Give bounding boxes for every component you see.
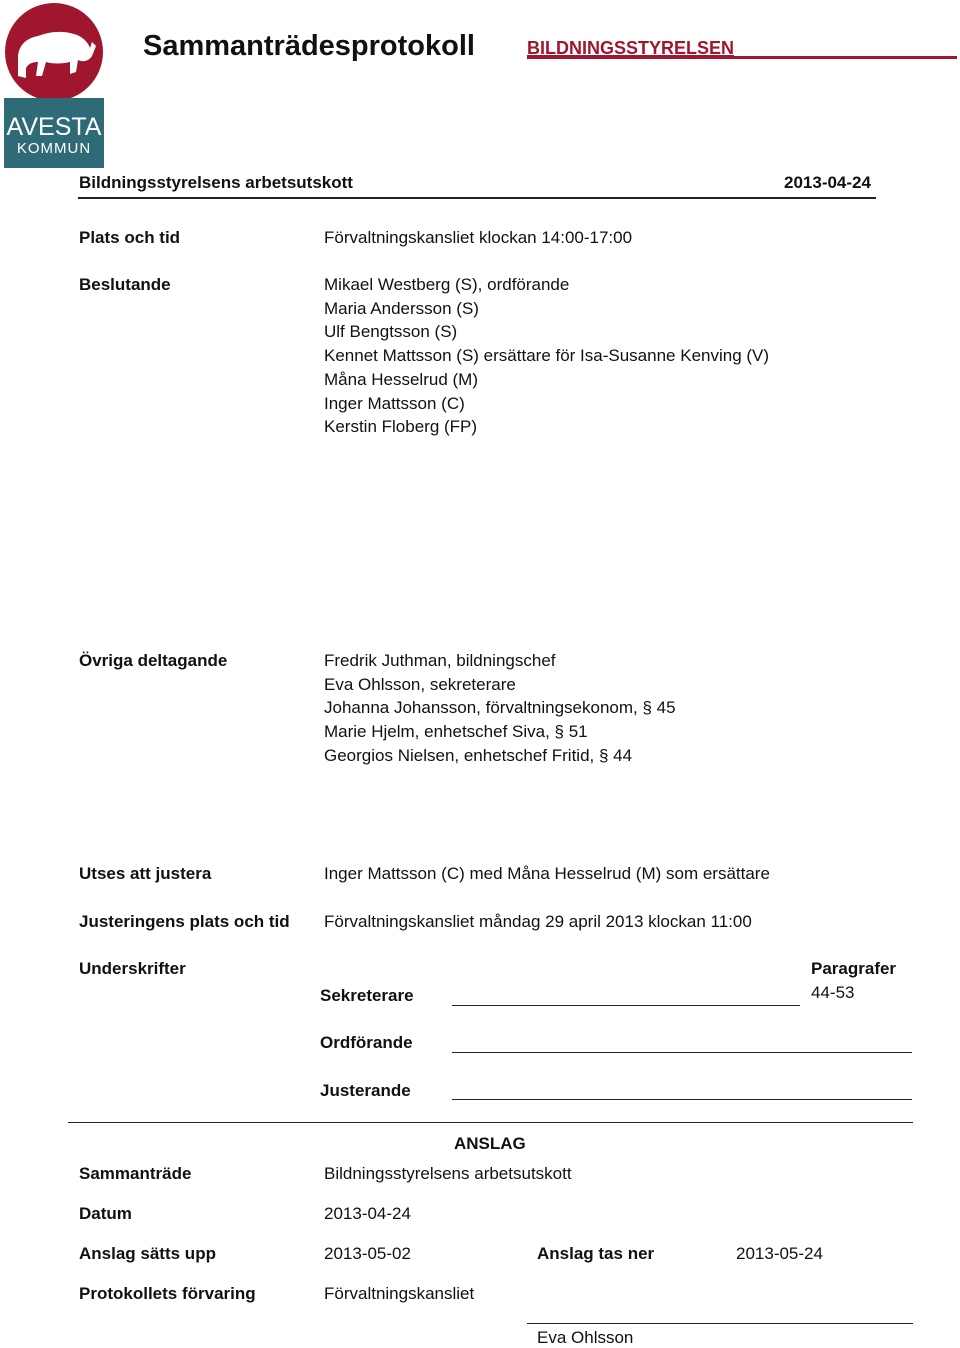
notice-meeting-label: Sammanträde (79, 1164, 192, 1183)
decision-makers-label: Beslutande (79, 275, 171, 294)
others-list (324, 649, 676, 768)
list-item: Fredrik Juthman, bildningschef (324, 651, 556, 670)
list-item: Kerstin Floberg (FP) (324, 417, 478, 437)
notice-posted-value: 2013-05-02 (324, 1244, 411, 1263)
notice-signer: Eva Ohlsson (537, 1328, 634, 1347)
notice-date-value: 2013-04-24 (324, 1204, 411, 1223)
list-item: Inger Mattsson (C) (324, 393, 465, 413)
org-underline (527, 56, 957, 59)
logo-line1: AVESTA (6, 113, 102, 141)
others-label: Övriga deltagande (79, 651, 228, 670)
list-item: Eva Ohlsson, sekreterare (324, 674, 516, 694)
secretary-signature-line[interactable] (452, 1005, 800, 1006)
notice-title: ANSLAG (454, 1134, 526, 1153)
list-item: Mikael Westberg (S), ordförande (324, 275, 570, 294)
notice-storage-value: Förvaltningskansliet (324, 1284, 475, 1303)
adjuster-label: Utses att justera (79, 864, 212, 883)
chair-label: Ordförande (320, 1033, 413, 1052)
logo-line2: KOMMUN (16, 140, 92, 157)
signatures-label: Underskrifter (79, 959, 186, 978)
meeting-date: 2013-04-24 (784, 173, 871, 192)
secretary-label: Sekreterare (320, 986, 414, 1005)
notice-removed-value: 2013-05-24 (736, 1244, 823, 1263)
adjustment-place-value: Förvaltningskansliet måndag 29 april 2013 klockan 11:00 (324, 912, 752, 931)
organization-name: BILDNINGSSTYRELSEN (527, 38, 735, 58)
list-item: Maria Andersson (S) (324, 298, 479, 318)
notice-meeting-value: Bildningsstyrelsens arbetsutskott (324, 1164, 572, 1183)
place-time-value: Förvaltningskansliet klockan 14:00-17:00 (324, 228, 633, 247)
list-item: Johanna Johansson, förvaltningsekonom, § 45 (324, 698, 676, 718)
adjustment-place-label: Justeringens plats och tid (79, 912, 290, 931)
paragraphs-value: 44-53 (811, 983, 855, 1002)
bison-icon (4, 2, 104, 168)
avesta-kommun-logo (4, 2, 104, 168)
notice-posted-label: Anslag sätts upp (79, 1244, 216, 1263)
adjuster-signature-line[interactable] (452, 1099, 912, 1100)
notice-divider (68, 1122, 913, 1123)
adjuster-value: Inger Mattsson (C) med Måna Hesselrud (M) som ersättare (324, 864, 770, 883)
notice-date-label: Datum (79, 1204, 132, 1223)
document-title: Sammanträdesprotokoll (143, 30, 475, 62)
meeting-divider (78, 197, 876, 199)
chair-signature-line[interactable] (452, 1052, 912, 1053)
adjuster-signature-label: Justerande (320, 1081, 411, 1100)
meeting-name: Bildningsstyrelsens arbetsutskott (79, 173, 353, 192)
list-item: Kennet Mattsson (S) ersättare för Isa-Susanne Kenving (V) (324, 346, 770, 366)
notice-removed-label: Anslag tas ner (537, 1244, 655, 1263)
list-item: Georgios Nielsen, enhetschef Fritid, § 44 (324, 745, 633, 765)
notice-signature-line[interactable] (527, 1323, 913, 1324)
decision-makers-list (324, 273, 769, 439)
list-item: Ulf Bengtsson (S) (324, 322, 458, 342)
list-item: Måna Hesselrud (M) (324, 369, 478, 389)
list-item: Marie Hjelm, enhetschef Siva, § 51 (324, 722, 588, 742)
place-time-label: Plats och tid (79, 228, 181, 247)
paragraphs-label: Paragrafer (811, 959, 897, 978)
notice-storage-label: Protokollets förvaring (79, 1284, 256, 1303)
